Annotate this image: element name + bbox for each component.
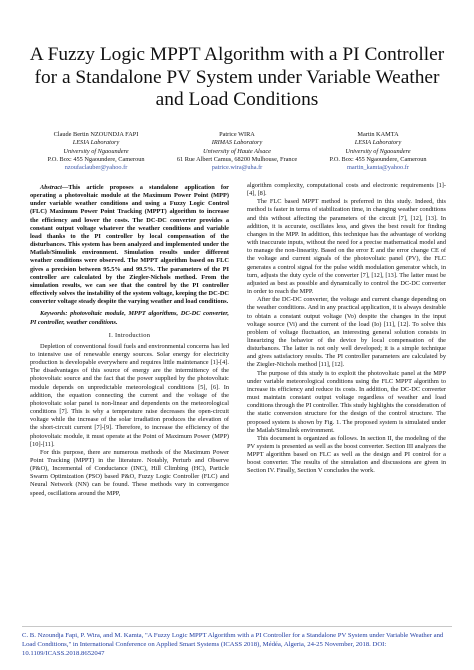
left-column — [30, 184, 229, 498]
abstract — [30, 184, 229, 306]
author-university: University of Ngaoundere — [63, 147, 129, 155]
footer-divider — [22, 626, 452, 627]
paper-title: A Fuzzy Logic MPPT Algorithm with a PI Controller for a Standalone PV System under Variable Weather and Load Conditions — [29, 44, 445, 110]
right-column — [247, 182, 446, 476]
author-1 — [28, 131, 164, 172]
abstract-lead: Abstract — [40, 184, 62, 191]
author-lab: LESIA Laboratory — [354, 139, 402, 147]
author-name: Martin KAMTA — [357, 131, 399, 138]
author-3 — [310, 131, 446, 172]
paragraph: This document is organized as follows. In section II, the modeling of the PV system is presented as well as the boost converter. Section III analyzes the MPPT algorithm based on FLC as well as the design and PI control for a boost converter. The results of the simulation and discussions are given in Section IV. Finally, Section V concludes the work. — [247, 434, 446, 475]
author-email[interactable]: nzoufaclauber@yahoo.fr — [64, 164, 128, 172]
section-heading-introduction: I. Introduction — [108, 331, 151, 339]
author-university: University of Haute Alsace — [203, 147, 271, 155]
author-address: P.O. Box: 455 Ngaoundere, Cameroun — [329, 155, 427, 163]
paragraph: algorithm complexity, computational costs and electronic requirements [1]-[4], [8]. — [247, 182, 446, 198]
abstract-text: —This article proposes a standalone application for operating a photovoltaic module at the Maximum Power Point (MPP) under variable weather conditions and using a Fuzzy Logic Control (FLC) Maximum Power Point Tracking (MPPT) algorithm to increase the efficiency and lower the costs. The DC-DC converter provides a constant output voltage whatever the weather conditions and variable load thanks to the PI controller by local compensation of the disturbances. This system has been analyzed and implemented under the Matlab/Simulink environment. Simulation results under different weather conditions were observed. The MPPT algorithm based on FLC gives a precision between 95.5% and 99.5%. The parameters of the PI controller are calculated by the Ziegler-Nichols method. From the simulation results, we can see that the control by the PI controller effectively solves the instability of the system voltage, keeping the DC-DC converter voltage steady despite the varying weather and load conditions. — [30, 184, 229, 306]
author-lab: IRIMAS Laboratory — [211, 139, 263, 147]
citation-footer: C. B. Nzoundja Fapi, P. Wira, and M. Kamta, "A Fuzzy Logic MPPT Algorithm with a PI Controller for a Standalone PV System under Variable Weather and Load Conditions," in International Conference on Applied Smart Systems (ICASS 2018), Médéa, Algeria, 24-25 November, 2018. DOI: 10.1109/ICASS.2018.8652047 — [22, 632, 444, 657]
paragraph: After the DC-DC converter, the voltage and current change depending on the weather conditions. And in any practical application, it is always desirable to obtain a constant output voltage (Vo) despite the changes in the input voltage source (Vi) and the current of the load (Io) [11], [12]. To solve this problem of voltage fluctuation, an interesting general solution consists in linearizing the behavior of the device by local compensation of the disturbances. The latter is not only well developed; it is a simple technique and gives satisfactory results. The PI controller parameters are calculated by the Ziegler-Nichols method [11], [12]. — [247, 296, 446, 369]
author-2 — [169, 131, 305, 172]
paragraph: For this purpose, there are numerous methods of the Maximum Power Point Tracking (MPPT) in the literature. Notably, Perturb and Observe (P&O), Incremental of Conductance (INC), Hill Climbing (HC), Particle Swarm Optimization (PSO) based P&O, Fuzzy Logic Controller (FLC) and Neural Network (NN) can be found. These methods vary in convergence speed, oscillations around the MPP, — [30, 448, 229, 497]
author-name: Claude Bertin NZOUNDJA FAPI — [53, 131, 139, 138]
paragraph: Depletion of conventional fossil fuels and environmental concerns has led to intensive use of renewable energy sources. Solar energy for electricity production is developable everywhere and requires little maintenance [1]-[4]. The disadvantages of this source of energy are the intermittency of the photovoltaic source and the fact that the power supplied by the photovoltaic module depends on unpredictable meteorological conditions [5], [6]. In addition, the equation connecting the current and the voltage of the photovoltaic solar panel is non-linear and dependents on the meteorological conditions [7]. This is why a temperature raise decreases the open-circuit voltage while the increase of the solar irradiation produces the elevation of the short-circuit current [7]-[9]. Therefore, to increase the efficiency of the photovoltaic module, it must operate at the Point of Maximum Power (MPP) [10]-[11]. — [30, 342, 229, 448]
author-block — [28, 131, 446, 172]
author-email[interactable]: patrice.wira@uha.fr — [211, 164, 263, 172]
keywords — [30, 310, 229, 326]
author-address: 61 Rue Albert Camus, 68200 Mulhouse, France — [176, 155, 298, 163]
paragraph: The purpose of this study is to exploit the photovoltaic panel at the MPP under variable meteorological conditions using the FLC MPPT algorithm to increase its efficiency and reduce its costs. In addition, the DC-DC converter must maintain constant output voltage regardless of weather and load conditions through the PI controller. This study highlights the consideration of the static conversion structure for the design of the control structure. The proposed system is shown by Fig. 1. The proposed system is simulated under the Matlab/Simulink environment. — [247, 369, 446, 434]
paragraph: The FLC based MPPT method is preferred in this study. Indeed, this method is faster in terms of stabilization time, in changing weather conditions and this without affecting the parameters of the circuit [7], [12], [13]. In addition, it is accurate, oscillates less, and gives the best result for finding changes in the MPP. In addition, this technique has the advantage of working with inaccurate inputs, without the need for a precise mathematical model and to manage the non-linearity. Based on the error E and the error change CE of the voltage and current signals of the photovoltaic panel (PV), the FLC generates a control signal for the pulse width modulation generator which, in turn, adjusts the duty cycle of the converter [7], [12], [13]. The latter must be adjusted as best as possible and dynamically to control the DC-DC converter in order to reach the MPP. — [247, 198, 446, 296]
author-university: University of Ngaoundere — [345, 147, 411, 155]
keywords-lead: Keywords: — [40, 310, 68, 318]
keywords-text: photovoltaic module, MPPT algorithms, DC-DC converter, PI controller, weather conditions. — [30, 310, 229, 326]
author-lab: LESIA Laboratory — [72, 139, 120, 147]
author-address: P.O. Box: 455 Ngaoundere, Cameroun — [47, 155, 145, 163]
author-name: Patrice WIRA — [219, 131, 255, 138]
author-email[interactable]: martin_kamta@yahoo.fr — [347, 164, 409, 172]
